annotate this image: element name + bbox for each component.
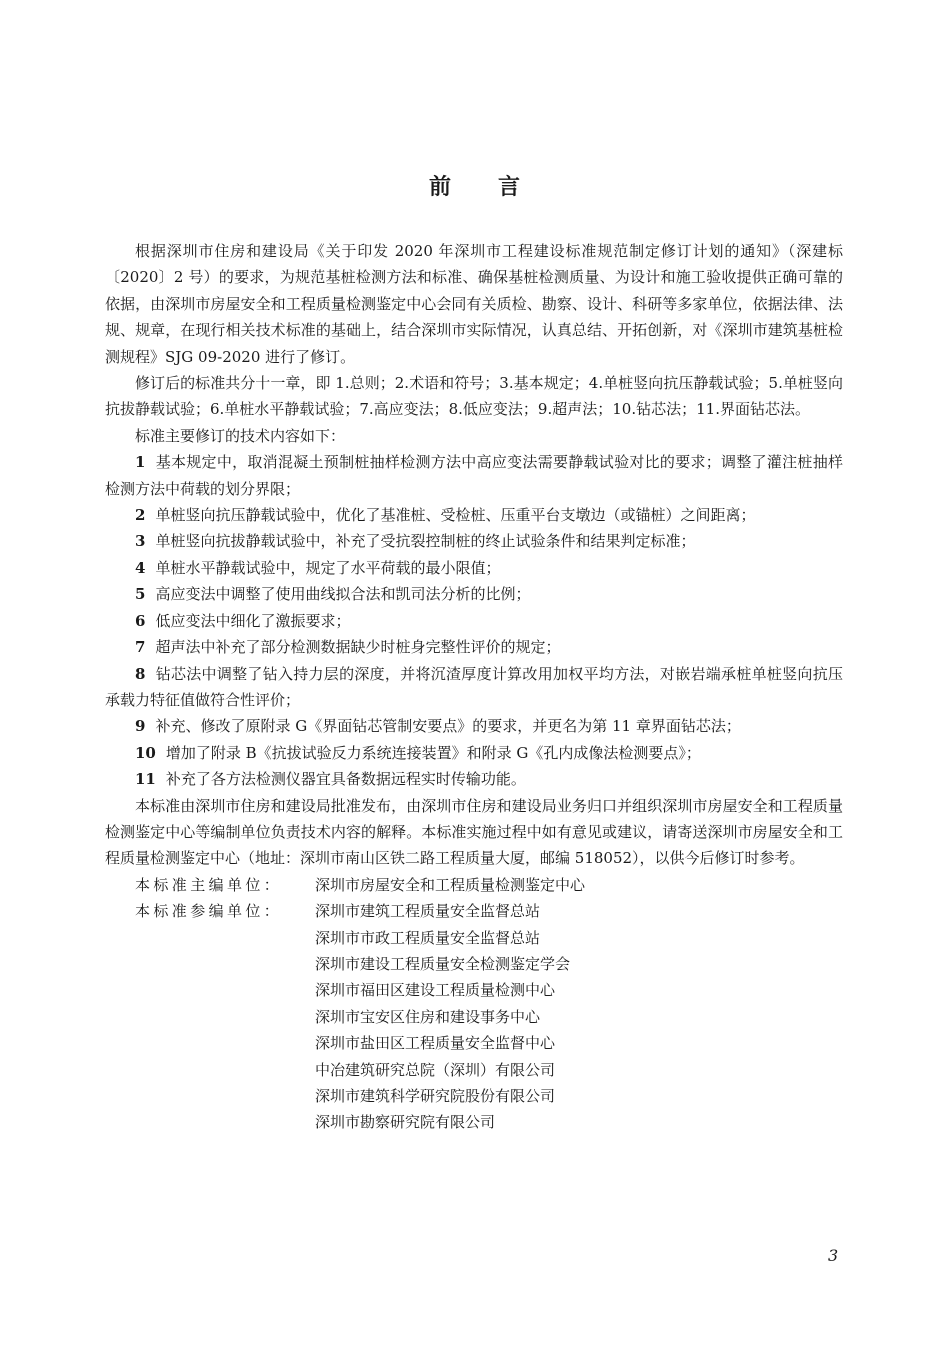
page-title (0, 170, 950, 201)
closing-paragraph: 本标准由深圳市住房和建设局批准发布，由深圳市住房和建设局业务归口并组织深圳市房屋安全和工程质量检测鉴定中心等编制单位负责技术内容的解释。本标准实施过程中如有意见或建议，请寄送深圳市房屋安全和工程质量检测鉴定中心（地址：深圳市南山区铁二路工程质量大厦，邮编 518052），以供今后修订时参考。 (105, 796, 843, 868)
title-char-2: 言 (498, 175, 522, 200)
revision-item (105, 528, 843, 554)
participating-unit: 深圳市福田区建设工程质量检测中心 (315, 981, 556, 1000)
revision-item (105, 713, 843, 739)
revision-number: 9 (135, 717, 146, 736)
revision-number: 11 (135, 770, 156, 789)
revisions-intro: 标准主要修订的技术内容如下： (135, 426, 346, 445)
participating-unit: 深圳市宝安区住房和建设事务中心 (315, 1007, 541, 1026)
revision-item (105, 449, 843, 502)
revision-text: 单桩竖向抗压静载试验中，优化了基准桩、受检桩、压重平台支墩边（或锚桩）之间距离； (155, 506, 756, 525)
revision-number: 1 (135, 453, 146, 472)
page-number: 3 (828, 1246, 839, 1265)
revision-list (105, 449, 843, 792)
revision-item (105, 766, 843, 792)
revision-number: 3 (135, 532, 146, 551)
participating-unit: 深圳市盐田区工程质量安全监督中心 (315, 1034, 556, 1053)
revision-text: 补充了各方法检测仪器宜具备数据远程实时传输功能。 (165, 770, 526, 789)
revision-number: 4 (135, 558, 146, 577)
revision-item (105, 634, 843, 660)
revision-item (105, 502, 843, 528)
revision-text: 超声法中补充了部分检测数据缺少时桩身完整性评价的规定； (155, 638, 561, 657)
revision-text: 钻芯法中调整了钻入持力层的深度，并将沉渣厚度计算改用加权平均方法，对嵌岩端承桩单桩竖向抗压承载力特征值做符合性评价； (105, 664, 843, 709)
revision-text: 增加了附录 B《抗拔试验反力系统连接装置》和附录 G《孔内成像法检测要点》； (165, 743, 701, 762)
participating-units-list (315, 898, 570, 1136)
revision-number: 10 (135, 743, 156, 762)
revision-item (105, 608, 843, 634)
revision-number: 6 (135, 611, 146, 630)
revision-number: 5 (135, 585, 146, 604)
document-body (105, 238, 843, 1136)
participating-unit: 中冶建筑研究总院（深圳）有限公司 (315, 1060, 556, 1079)
revision-text: 低应变法中细化了激振要求； (155, 611, 351, 630)
participating-units-label: 本标准参编单位： (135, 902, 283, 921)
revision-item (105, 740, 843, 766)
revision-text: 单桩竖向抗拔静载试验中，补充了受抗裂控制桩的终止试验条件和结果判定标准； (155, 532, 696, 551)
revision-number: 2 (135, 506, 146, 525)
intro-paragraph: 根据深圳市住房和建设局《关于印发 2020 年深圳市工程建设标准规范制定修订计划的通知》（深建标〔2020〕2 号）的要求，为规范基桩检测方法和标准、确保基桩检测质量、为设计和施工验收提供正确可靠的依据，由深圳市房屋安全和工程质量检测鉴定中心会同有关质检、勘察、设计、科研等多家单位，依据法律、法规、规章，在现行相关技术标准的基础上，结合深圳市实际情况，认真总结、开拓创新，对《深圳市建筑基桩检测规程》SJG 09-2020 进行了修订。 (105, 242, 843, 366)
participating-unit: 深圳市勘察研究院有限公司 (315, 1113, 496, 1132)
chief-unit-row (105, 872, 843, 898)
revision-text: 单桩水平静载试验中，规定了水平荷载的最小限值； (155, 558, 501, 577)
participating-unit: 深圳市建设工程质量安全检测鉴定学会 (315, 954, 571, 973)
revision-item (105, 581, 843, 607)
chapters-paragraph: 修订后的标准共分十一章，即 1.总则；2.术语和符号；3.基本规定；4.单桩竖向抗压静载试验；5.单桩竖向抗拔静载试验；6.单桩水平静载试验；7.高应变法；8.低应变法；9.超声法；10.钻芯法；11.界面钻芯法。 (105, 374, 843, 419)
revision-item (105, 661, 843, 714)
title-char-1: 前 (428, 175, 452, 200)
revision-number: 7 (135, 638, 146, 657)
revision-text: 补充、修改了原附录 G《界面钻芯管制安要点》的要求，并更名为第 11 章界面钻芯法； (155, 717, 741, 736)
chief-unit-name: 深圳市房屋安全和工程质量检测鉴定中心 (315, 875, 586, 894)
revision-text: 基本规定中，取消混凝土预制桩抽样检测方法中高应变法需要静载试验对比的要求；调整了灌注桩抽样检测方法中荷载的划分界限； (105, 453, 843, 498)
participating-unit: 深圳市建筑工程质量安全监督总站 (315, 902, 541, 921)
revision-number: 8 (135, 664, 146, 683)
chief-unit-label: 本标准主编单位： (135, 875, 283, 894)
participating-unit: 深圳市建筑科学研究院股份有限公司 (315, 1087, 556, 1105)
participating-units-row (105, 898, 843, 1136)
participating-unit: 深圳市市政工程质量安全监督总站 (315, 928, 541, 947)
revision-item (105, 555, 843, 581)
revision-text: 高应变法中调整了使用曲线拟合法和凯司法分析的比例； (155, 585, 531, 604)
